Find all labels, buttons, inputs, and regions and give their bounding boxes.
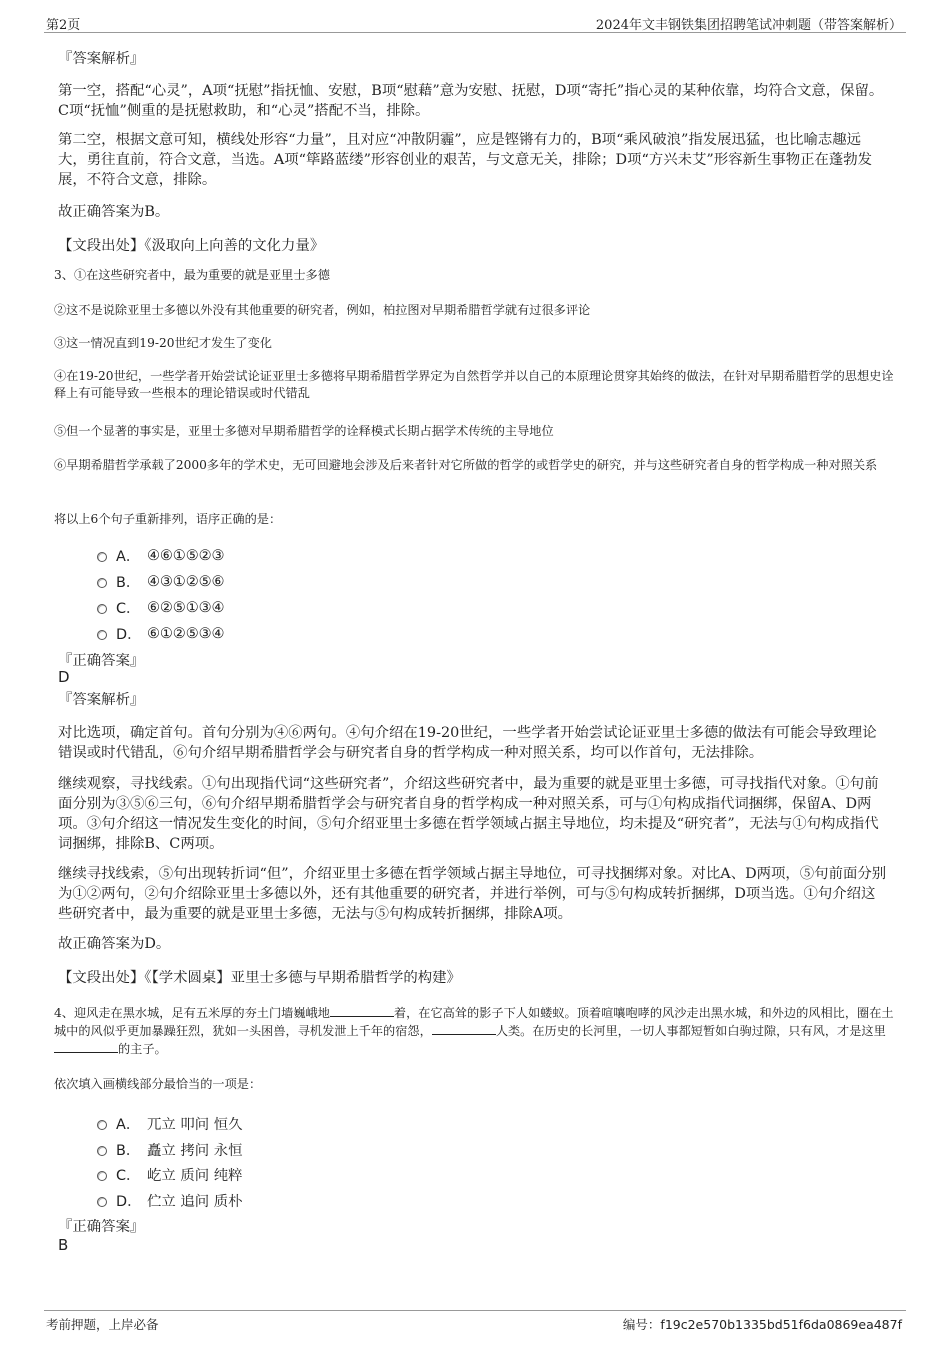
analysis-paragraph: 继续寻找线索，⑤句出现转折词“但”，介绍亚里士多德在哲学领域占据主导地位，可寻找捆绑对象。对比A、D两项，⑤句前面分别为①②两句，②句介绍除亚里士多德以外，还有其他重要的研究者，并进行举例，可与⑤句构成转折捆绑，D项当选。①句介绍这些研究者中，最为重要的就是亚里士多德，无法与⑤句构成转折捆绑，排除A项。 (58, 866, 887, 922)
radio-icon[interactable] (97, 1120, 107, 1130)
analysis-paragraph: 对比选项，确定首句。首句分别为④⑥两句。④句介绍在19-20世纪，一些学者开始尝试论证亚里士多德的做法有可能会导致理论错误或时代错乱，⑥句介绍早期希腊哲学会与研究者自身的哲学构成一种对照关系，均可以作首句，无法排除。 (58, 725, 877, 761)
conclusion: 故正确答案为B。 (58, 204, 170, 220)
radio-icon[interactable] (97, 1146, 107, 1156)
radio-icon[interactable] (97, 552, 107, 562)
source-citation: 【文段出处】《汲取向上向善的文化力量》 (58, 238, 325, 254)
question-stem: 4、迎风走在黑水城，足有五米厚的夯土门墙巍峨地 着，在它高耸的影子下人如蝼蚁。顶着喧嚷咆哮的风沙走出黑水城，和外边的风相比，圈在土城中的风似乎更加暴躁狂烈，犹如一头困兽，寻机发泄上千年的宿怨， 人类。在历史的长河里，一切人事都短暂如白驹过隙，只有风，才是这里的主子。 (54, 1006, 894, 1056)
answer-label: 『正确答案』 (58, 653, 145, 669)
blank-line (432, 1022, 496, 1035)
question-prompt: 将以上6个句子重新排列，语序正确的是： (54, 512, 282, 526)
conclusion: 故正确答案为D。 (58, 936, 171, 952)
option-c[interactable]: C． ⑥②⑤①③④ (97, 597, 224, 618)
document-title: 2024年文丰钢铁集团招聘笔试冲刺题（带答案解析） (595, 18, 902, 33)
option-c[interactable]: C． 屹立 质问 纯粹 (97, 1164, 243, 1185)
correct-answer: B (58, 1236, 69, 1254)
option-b[interactable]: B． 矗立 拷问 永恒 (97, 1139, 243, 1160)
radio-icon[interactable] (97, 604, 107, 614)
blank-line (54, 1040, 118, 1053)
document-code: 编号：f19c2e570b1335bd51f6da0869ea487f (622, 1317, 902, 1332)
question-sentence: ③这一情况直到19-20世纪才发生了变化 (54, 336, 272, 350)
radio-icon[interactable] (97, 578, 107, 588)
question-sentence: ②这不是说除亚里士多德以外没有其他重要的研究者，例如，柏拉图对早期希腊哲学就有过很多评论 (54, 303, 591, 317)
option-a[interactable]: A． 兀立 叩问 恒久 (97, 1113, 243, 1134)
page-footer (44, 1310, 906, 1335)
analysis-paragraph: 第一空，搭配“心灵”，A项“抚慰”指抚恤、安慰，B项“慰藉”意为安慰、抚慰，D项“寄托”指心灵的某种依靠，均符合文意，保留。C项“抚恤”侧重的是抚慰救助，和“心灵”搭配不当，排除。 (58, 83, 884, 119)
radio-icon[interactable] (97, 630, 107, 640)
analysis-paragraph: 第二空，根据文意可知，横线处形容“力量”，且对应“冲散阴霾”，应是铿锵有力的，B项“乘风破浪”指发展迅猛，也比喻志趣远大，勇往直前，符合文意，当选。A项“筚路蓝缕”形容创业的艰苦，与文意无关，排除；D项“方兴未艾”形容新生事物正在蓬勃发展，不符合文意，排除。 (58, 132, 873, 188)
question-sentence: ④在19-20世纪，一些学者开始尝试论证亚里士多德将早期希腊哲学界定为自然哲学并以自己的本原理论贯穿其始终的做法，在针对早期希腊哲学的思想史诠释上有可能导致一些根本的理论错误或时代错乱 (54, 369, 894, 400)
page-header (44, 14, 906, 33)
answer-label: 『正确答案』 (58, 1219, 145, 1235)
radio-icon[interactable] (97, 1197, 107, 1207)
analysis-label: 『答案解析』 (58, 692, 145, 708)
correct-answer: D (58, 668, 70, 686)
analysis-label: 『答案解析』 (58, 51, 145, 67)
footer-slogan: 考前押题，上岸必备 (46, 1317, 159, 1332)
option-d[interactable]: D． 伫立 追问 质朴 (97, 1190, 243, 1211)
question-sentence: ⑥早期希腊哲学承载了2000多年的学术史，无可回避地会涉及后来者针对它所做的哲学的或哲学史的研究，并与这些研究者自身的哲学构成一种对照关系 (54, 458, 878, 472)
page-number: 第2页 (46, 18, 81, 33)
option-b[interactable]: B． ④③①②⑤⑥ (97, 571, 224, 592)
source-citation: 【文段出处】《【学术圆桌】亚里士多德与早期希腊哲学的构建》 (58, 970, 461, 986)
blank-line (330, 1004, 394, 1017)
option-a[interactable]: A． ④⑥①⑤②③ (97, 545, 224, 566)
question-sentence: ⑤但一个显著的事实是，亚里士多德对早期希腊哲学的诠释模式长期占据学术传统的主导地位 (54, 424, 554, 438)
analysis-paragraph: 继续观察，寻找线索。①句出现指代词“这些研究者”，介绍这些研究者中，最为重要的就是亚里士多德，可寻找指代对象。①句前面分别为③⑤⑥三句，⑥句介绍早期希腊哲学会与研究者自身的哲学构成一种对照关系，可与①句构成指代词捆绑，保留A、D两项。③句介绍这一情况发生变化的时间，⑤句介绍亚里士多德在哲学领域占据主导地位，均未提及“研究者”，无法与①句构成指代词捆绑，排除B、C两项。 (58, 776, 879, 852)
radio-icon[interactable] (97, 1171, 107, 1181)
question-prompt: 依次填入画横线部分最恰当的一项是： (54, 1077, 262, 1091)
question-sentence: 3、①在这些研究者中，最为重要的就是亚里士多德 (54, 268, 330, 282)
option-d[interactable]: D． ⑥①②⑤③④ (97, 623, 224, 644)
